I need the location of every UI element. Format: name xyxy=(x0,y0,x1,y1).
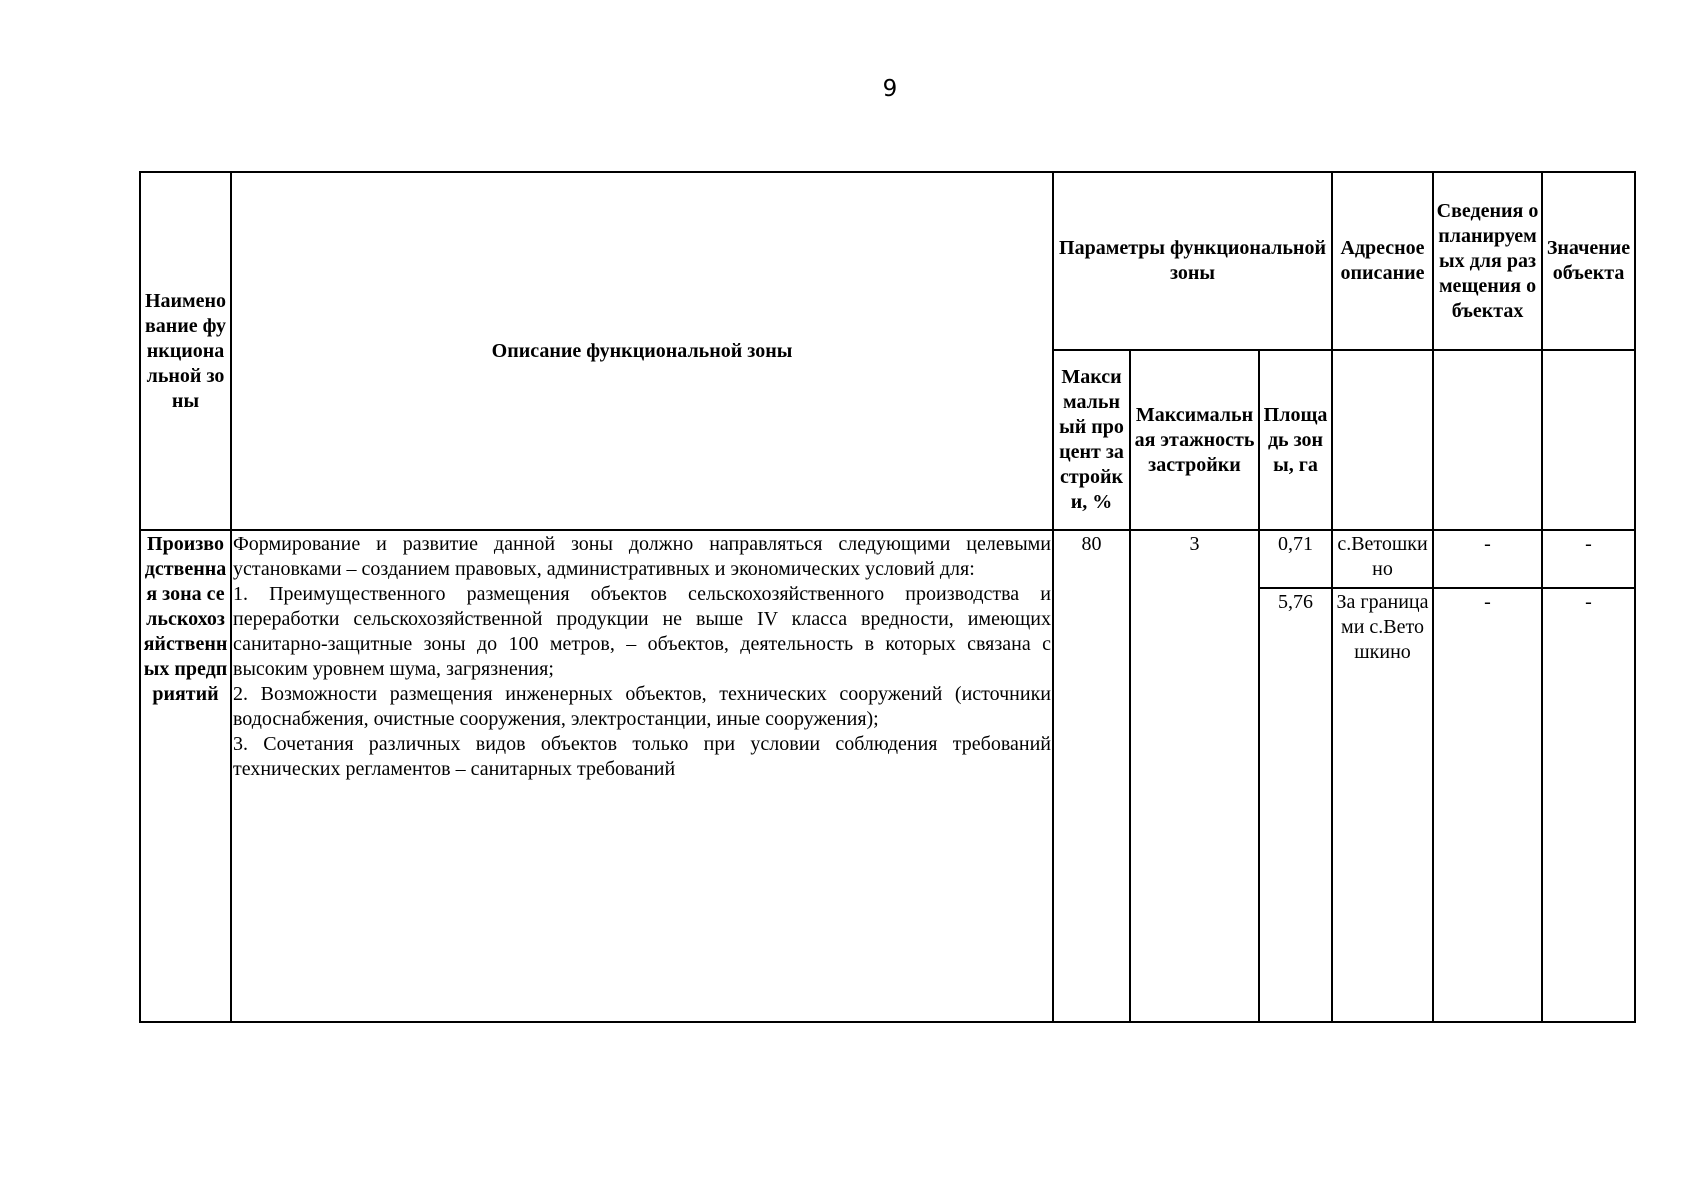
description-paragraph: 1. Преимущественного размещения объектов сельскохозяйственного производства и переработки сельскохозяйственной продукции не выше IV класса вредности, имеющих санитарно-защитные зоны до 100 метров, – объектов, деятельность в которых связана с высоким уровнем шума, загрязнения; xyxy=(233,583,1051,680)
header-address: Адресное описание xyxy=(1332,172,1433,350)
table-row xyxy=(140,530,1635,588)
header-planned-empty xyxy=(1433,350,1542,530)
header-zone-description: Описание функциональной зоны xyxy=(231,172,1053,530)
header-planned-objects: Сведения о планируемых для размещения объектах xyxy=(1433,172,1542,350)
max-build-percent-cell: 80 xyxy=(1053,530,1130,1022)
zone-description-cell xyxy=(231,530,1053,1022)
address-cell: За границами с.Ветошкино xyxy=(1332,588,1433,1022)
header-area: Площадь зоны, га xyxy=(1259,350,1332,530)
page-number: 9 xyxy=(882,76,898,102)
header-zone-name: Наименование функциональной зоны xyxy=(140,172,231,530)
header-row-1 xyxy=(140,172,1635,350)
description-paragraph: Формирование и развитие данной зоны должно направляться следующими целевыми установками – созданием правовых, административных и экономических условий для: xyxy=(233,533,1051,580)
planned-objects-cell: - xyxy=(1433,530,1542,588)
area-cell: 0,71 xyxy=(1259,530,1332,588)
zone-name-cell: Производственная зона сельскохозяйственных предприятий xyxy=(140,530,231,1022)
max-floors-cell: 3 xyxy=(1130,530,1259,1022)
planned-objects-cell: - xyxy=(1433,588,1542,1022)
header-address-empty xyxy=(1332,350,1433,530)
object-value-cell: - xyxy=(1542,588,1635,1022)
header-zone-parameters: Параметры функциональной зоны xyxy=(1053,172,1332,350)
header-max-floors: Максимальная этажность застройки xyxy=(1130,350,1259,530)
address-cell: с.Ветошкино xyxy=(1332,530,1433,588)
object-value-cell: - xyxy=(1542,530,1635,588)
header-value-empty xyxy=(1542,350,1635,530)
header-object-value: Значение объекта xyxy=(1542,172,1635,350)
description-paragraph: 2. Возможности размещения инженерных объектов, технических сооружений (источники водоснабжения, очистные сооружения, электростанции, иные сооружения); xyxy=(233,683,1051,730)
functional-zones-table xyxy=(139,171,1636,1023)
header-max-build-percent: Максимальный процент застройки, % xyxy=(1053,350,1130,530)
description-paragraph: 3. Сочетания различных видов объектов только при условии соблюдения требований технических регламентов – санитарных требований xyxy=(233,733,1051,780)
area-cell: 5,76 xyxy=(1259,588,1332,1022)
